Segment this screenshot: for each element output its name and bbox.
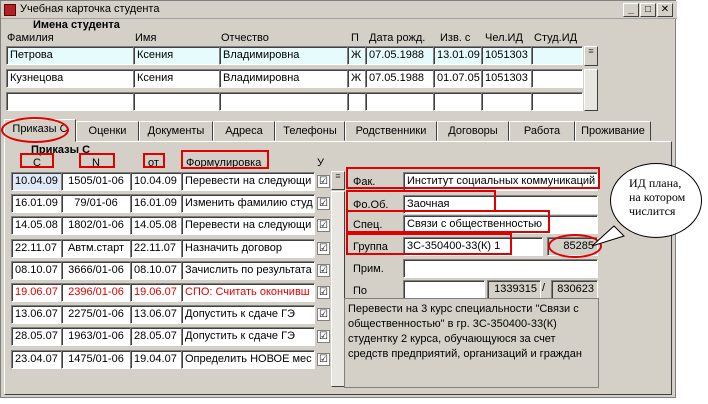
orders-scroll-track[interactable] bbox=[331, 191, 345, 387]
name-row-2-sex[interactable]: Ж bbox=[347, 69, 367, 88]
order-row-4-ot[interactable]: 22.11.07 bbox=[130, 239, 182, 258]
order-row-7-n[interactable]: 2275/01-06 bbox=[61, 305, 131, 324]
order-row-5-ot[interactable]: 08.10.07 bbox=[130, 261, 182, 280]
orders-col-u: У bbox=[317, 157, 324, 169]
group-field[interactable]: 3С-350400-33(К) 1 bbox=[403, 237, 543, 256]
fak-field[interactable]: Институт социальных коммуникаций bbox=[403, 172, 598, 191]
name-row-1-firstname[interactable]: Ксения bbox=[133, 46, 221, 65]
col-header-firstname: Имя bbox=[135, 32, 157, 44]
order-row-3-n[interactable]: 1802/01-06 bbox=[61, 216, 131, 235]
name-row-1-lastname[interactable]: Петрова bbox=[6, 46, 135, 65]
prim-label: Прим. bbox=[353, 263, 384, 275]
order-row-7-checkbox[interactable]: ☑ bbox=[317, 308, 330, 321]
name-row-2-person-id[interactable]: 1051303 bbox=[481, 69, 533, 88]
order-row-3-text[interactable]: Перевести на следующи bbox=[181, 216, 315, 235]
name-row-1-birthdate[interactable]: 07.05.1988 bbox=[365, 46, 435, 65]
order-row-2-ot[interactable]: 16.01.09 bbox=[130, 194, 182, 213]
order-row-6-text[interactable]: СПО: Считать окончивш bbox=[181, 283, 315, 302]
tab-documents[interactable]: Документы bbox=[139, 121, 213, 141]
name-row-3-student-id[interactable] bbox=[531, 92, 583, 111]
name-row-2-student-id[interactable] bbox=[531, 69, 583, 88]
order-row-7-text[interactable]: Допустить к сдаче ГЭ bbox=[181, 305, 315, 324]
order-row-9-text[interactable]: Определить НОВОЕ мес bbox=[181, 350, 315, 369]
col-header-student-id: Студ.ИД bbox=[534, 32, 578, 44]
col-header-known-since: Изв. с bbox=[440, 32, 471, 44]
col-header-person-id: Чел.ИД bbox=[485, 32, 523, 44]
order-row-9-n[interactable]: 1475/01-06 bbox=[61, 350, 131, 369]
order-row-8-ot[interactable]: 28.05.07 bbox=[130, 327, 182, 346]
order-row-8-n[interactable]: 1963/01-06 bbox=[61, 327, 131, 346]
order-row-1-text[interactable]: Перевести на следующи bbox=[181, 172, 315, 191]
minimize-button[interactable]: _ bbox=[623, 3, 639, 17]
order-row-3-c[interactable]: 14.05.08 bbox=[11, 216, 62, 235]
name-row-3-lastname[interactable] bbox=[6, 92, 135, 111]
name-row-3-birthdate[interactable] bbox=[365, 92, 435, 111]
fak-label: Фак. bbox=[353, 176, 376, 188]
name-row-2-known-since[interactable]: 01.07.05 bbox=[433, 69, 483, 88]
tab-contracts[interactable]: Договоры bbox=[437, 121, 509, 141]
annotation-box-col-ot bbox=[143, 153, 165, 168]
names-scroll-thumb[interactable]: ≡ bbox=[584, 46, 598, 66]
tab-residence[interactable]: Проживание bbox=[575, 121, 651, 141]
tab-orders-c[interactable]: Приказы С bbox=[4, 119, 76, 142]
close-button[interactable]: ✕ bbox=[657, 3, 673, 17]
order-row-1-n[interactable]: 1505/01-06 bbox=[61, 172, 131, 191]
name-row-1-known-since[interactable]: 13.01.09 bbox=[433, 46, 483, 65]
po-number-1: 1339315 bbox=[487, 280, 541, 299]
annotation-box-group bbox=[346, 233, 512, 255]
orders-col-c: С bbox=[33, 157, 41, 169]
name-row-1-sex[interactable]: Ж bbox=[347, 46, 367, 65]
col-header-patronymic: Отчество bbox=[221, 32, 269, 44]
annotation-box-foob bbox=[346, 190, 496, 212]
order-row-6-c[interactable]: 19.06.07 bbox=[11, 283, 62, 302]
order-row-5-text[interactable]: Зачислить по результата bbox=[181, 261, 315, 280]
col-header-birthdate: Дата рожд. bbox=[369, 32, 426, 44]
po-field[interactable] bbox=[403, 280, 485, 299]
tab-relatives[interactable]: Родственники bbox=[345, 121, 437, 141]
annotation-oval-tab bbox=[1, 117, 69, 143]
order-row-7-ot[interactable]: 13.06.07 bbox=[130, 305, 182, 324]
order-description[interactable]: Перевести на 3 курс специальности "Связи с общественностью" в гр. 3С-350400-33(К) студентку 2 курса, обучающуюся за счет средств предприятий, организаций и граждан bbox=[344, 298, 599, 388]
order-row-4-checkbox[interactable]: ☑ bbox=[317, 242, 330, 255]
name-row-1-student-id[interactable] bbox=[531, 46, 583, 65]
foob-field[interactable]: Заочная bbox=[403, 195, 598, 214]
name-row-1-patronymic[interactable]: Владимировна bbox=[219, 46, 349, 65]
order-row-1-c[interactable]: 10.04.09 bbox=[11, 172, 62, 191]
orders-scroll-thumb[interactable]: ≡ bbox=[331, 171, 345, 190]
order-row-9-c[interactable]: 23.04.07 bbox=[11, 350, 62, 369]
name-row-3-sex[interactable] bbox=[347, 92, 367, 111]
order-row-2-n[interactable]: 79/01-06 bbox=[61, 194, 131, 213]
order-row-1-checkbox[interactable]: ☑ bbox=[317, 175, 330, 188]
order-row-9-ot[interactable]: 19.04.07 bbox=[130, 350, 182, 369]
order-row-8-checkbox[interactable]: ☑ bbox=[317, 330, 330, 343]
order-row-3-ot[interactable]: 14.05.08 bbox=[130, 216, 182, 235]
order-row-8-c[interactable]: 28.05.07 bbox=[11, 327, 62, 346]
tab-addresses[interactable]: Адреса bbox=[213, 121, 275, 141]
order-row-2-checkbox[interactable]: ☑ bbox=[317, 197, 330, 210]
order-row-3-checkbox[interactable]: ☑ bbox=[317, 219, 330, 232]
annotation-box-fak bbox=[346, 167, 600, 189]
orders-col-n: N bbox=[92, 157, 100, 169]
annotation-box-col-c bbox=[20, 153, 54, 168]
order-row-4-n[interactable]: Автм.старт bbox=[61, 239, 131, 258]
order-row-6-ot[interactable]: 19.06.07 bbox=[130, 283, 182, 302]
orders-col-text: Формулировка bbox=[186, 157, 262, 169]
name-row-3-known-since[interactable] bbox=[433, 92, 483, 111]
order-row-6-checkbox[interactable]: ☑ bbox=[317, 286, 330, 299]
name-row-3-person-id[interactable] bbox=[481, 92, 533, 111]
order-row-6-n[interactable]: 2396/01-06 bbox=[61, 283, 131, 302]
group-plan-id: 85285 bbox=[547, 237, 598, 256]
annotation-box-col-n bbox=[79, 153, 115, 168]
po-number-2: 830623 bbox=[551, 280, 598, 299]
order-row-4-text[interactable]: Назначить договор bbox=[181, 239, 315, 258]
col-header-lastname: Фамилия bbox=[7, 32, 54, 44]
orders-col-ot: от bbox=[148, 157, 159, 169]
spec-field[interactable]: Связи с общественностью bbox=[403, 215, 598, 234]
annotation-box-col-text bbox=[181, 150, 269, 169]
names-scroll-track[interactable] bbox=[584, 69, 598, 111]
maximize-button[interactable]: □ bbox=[640, 3, 656, 17]
annotation-box-spec bbox=[346, 210, 550, 233]
order-row-9-checkbox[interactable]: ☑ bbox=[317, 353, 330, 366]
order-row-5-checkbox[interactable]: ☑ bbox=[317, 264, 330, 277]
spec-label: Спец. bbox=[353, 219, 383, 231]
names-section-title: Имена студента bbox=[33, 19, 120, 31]
tab-phones[interactable]: Телефоны bbox=[275, 121, 345, 141]
col-header-sex: П bbox=[351, 32, 359, 44]
tab-grades[interactable]: Оценки bbox=[76, 121, 139, 141]
callout-plan-id: ИД плана, на котором числится bbox=[610, 163, 702, 238]
name-row-2-lastname[interactable]: Кузнецова bbox=[6, 69, 135, 88]
order-row-2-c[interactable]: 16.01.09 bbox=[11, 194, 62, 213]
order-row-5-c[interactable]: 08.10.07 bbox=[11, 261, 62, 280]
tab-work[interactable]: Работа bbox=[509, 121, 575, 141]
name-row-1-person-id[interactable]: 1051303 bbox=[481, 46, 533, 65]
name-row-3-firstname[interactable] bbox=[133, 92, 221, 111]
order-row-8-text[interactable]: Допустить к сдаче ГЭ bbox=[181, 327, 315, 346]
window-title: Учебная карточка студента bbox=[20, 3, 160, 15]
po-separator: / bbox=[542, 282, 546, 294]
order-row-4-c[interactable]: 22.11.07 bbox=[11, 239, 62, 258]
group-label: Группа bbox=[353, 241, 388, 253]
order-row-2-text[interactable]: Изменить фамилию студ bbox=[181, 194, 315, 213]
order-row-1-ot[interactable]: 10.04.09 bbox=[130, 172, 182, 191]
name-row-3-patronymic[interactable] bbox=[219, 92, 349, 111]
foob-label: Фо.Об. bbox=[353, 199, 389, 211]
order-row-7-c[interactable]: 13.06.07 bbox=[11, 305, 62, 324]
po-label: По bbox=[353, 285, 368, 297]
name-row-2-birthdate[interactable]: 07.05.1988 bbox=[365, 69, 435, 88]
order-row-5-n[interactable]: 3666/01-06 bbox=[61, 261, 131, 280]
app-icon bbox=[4, 4, 16, 16]
name-row-2-firstname[interactable]: Ксения bbox=[133, 69, 221, 88]
prim-field[interactable] bbox=[403, 259, 598, 278]
orders-title: Приказы С bbox=[31, 144, 91, 156]
name-row-2-patronymic[interactable]: Владимировна bbox=[219, 69, 349, 88]
title-bar bbox=[1, 1, 677, 19]
